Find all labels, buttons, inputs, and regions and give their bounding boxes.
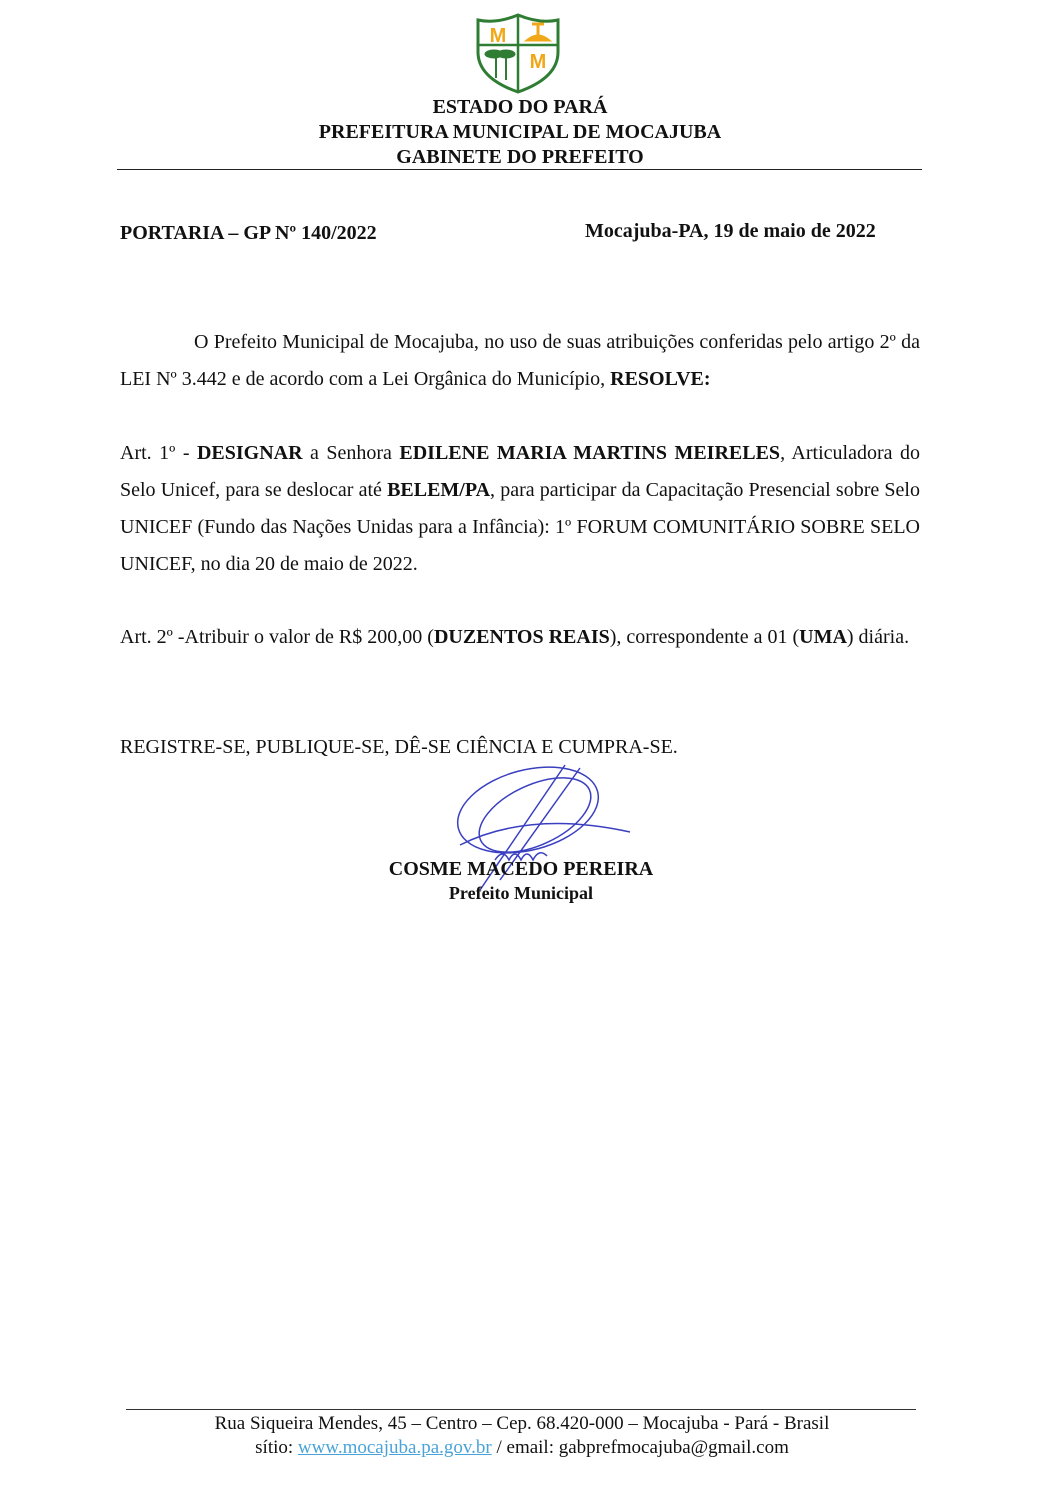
svg-text:M: M bbox=[489, 25, 507, 47]
art2-text: ), correspondente a 01 ( bbox=[609, 626, 800, 648]
svg-text:M: M bbox=[529, 51, 547, 73]
website-link[interactable]: www.mocajuba.pa.gov.br bbox=[297, 1437, 492, 1458]
footer-contact bbox=[0, 1437, 1044, 1459]
preamble-text: O Prefeito Municipal de Mocajuba, no uso de suas atribuições conferidas pelo artigo 2º da LEI Nº 3.442 e de acordo com a Lei Orgânica do Município, bbox=[120, 331, 920, 390]
designee-name: EDILENE MARIA MARTINS MEIRELES bbox=[399, 442, 781, 464]
quantity-words: UMA bbox=[799, 626, 847, 648]
footer-address: Rua Siqueira Mendes, 45 – Centro – Cep. 68.420-000 – Mocajuba - Pará - Brasil bbox=[214, 1413, 830, 1434]
signatory-title: Prefeito Municipal bbox=[448, 883, 594, 903]
place-date: Mocajuba-PA, 19 de maio de 2022 bbox=[585, 220, 876, 242]
preamble-paragraph bbox=[120, 324, 920, 398]
art1-text: Art. 1º - bbox=[120, 442, 197, 464]
header-gabinete: GABINETE DO PREFEITO bbox=[396, 146, 644, 168]
art2-text: Art. 2º -Atribuir o valor de R$ 200,00 ( bbox=[120, 626, 434, 648]
footer-divider bbox=[126, 1409, 916, 1410]
art2-text: ) diária. bbox=[846, 626, 910, 648]
portaria-number: PORTARIA – GP Nº 140/2022 bbox=[120, 222, 377, 244]
signatory-name: COSME MACEDO PEREIRA bbox=[388, 858, 654, 880]
amount-words: DUZENTOS REAIS bbox=[433, 626, 610, 648]
closing-statement: REGISTRE-SE, PUBLIQUE-SE, DÊ-SE CIÊNCIA E CUMPRA-SE. bbox=[120, 736, 678, 758]
art1-text: a Senhora bbox=[302, 442, 400, 464]
municipal-coat-of-arms bbox=[474, 12, 562, 94]
art1-bold: DESIGNAR bbox=[196, 442, 303, 464]
email-address: gabprefmocajuba@gmail.com bbox=[558, 1437, 789, 1458]
article-2 bbox=[120, 619, 920, 656]
email-label: / email: bbox=[491, 1437, 559, 1458]
article-1 bbox=[120, 435, 920, 583]
resolve-text: RESOLVE: bbox=[610, 368, 711, 390]
header-state: ESTADO DO PARÁ bbox=[432, 96, 608, 118]
destination: BELEM/PA bbox=[387, 479, 491, 501]
header-divider bbox=[117, 169, 922, 170]
art1-text: , para participar da Capacitação Presencial sobre Selo UNICEF (Fundo das Nações Unidas para a Infância): 1º FORUM COMUNITÁRIO SOBRE SELO UNICEF, no dia 20 de maio de 2022. bbox=[120, 479, 920, 575]
header-prefeitura: PREFEITURA MUNICIPAL DE MOCAJUBA bbox=[318, 121, 722, 143]
site-label: sítio: bbox=[255, 1437, 298, 1458]
art1-text: , Articuladora do Selo Unicef, para se deslocar até bbox=[120, 442, 920, 501]
